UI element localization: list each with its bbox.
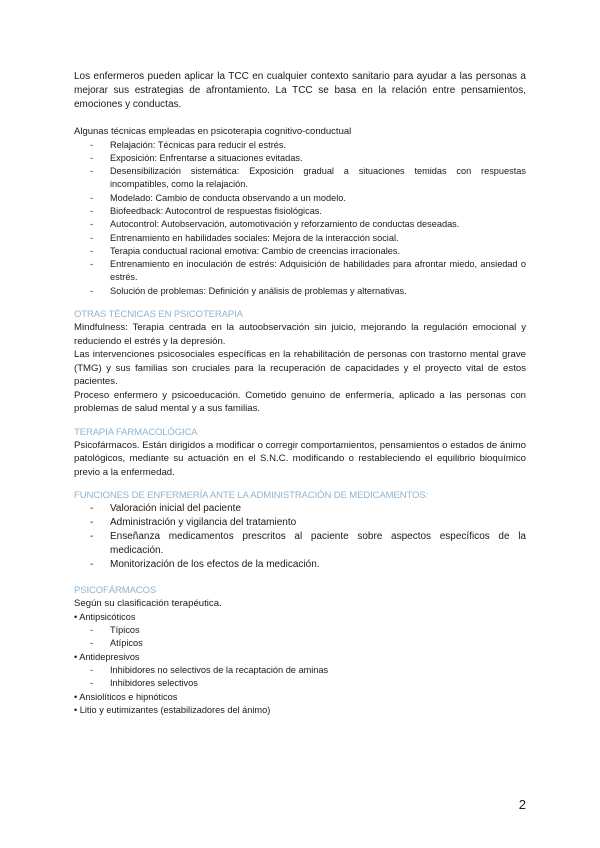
- list-item: - Desensibilización sistemática: Exposición gradual a situaciones temidas con respuestas incompatibles, como la relajación.: [74, 165, 526, 192]
- page-number: 2: [518, 797, 526, 812]
- section-heading-psicofarmacos: PSICOFÁRMACOS: [74, 585, 157, 597]
- list-item: [74, 611, 526, 651]
- clasificacion-list: [74, 611, 526, 718]
- group-label: • Litio y eutimizantes (estabilizadores del ánimo): [74, 705, 270, 715]
- list-item: [74, 704, 526, 717]
- list-item: [74, 691, 526, 704]
- clasificacion-subtitle: Según su clasificación terapéutica.: [74, 598, 222, 610]
- list-item: - Enseñanza medicamentos prescritos al paciente sobre aspectos específicos de la medicación.: [74, 530, 526, 558]
- psicofarmacos-paragraph: Psicofármacos. Están dirigidos a modificar o corregir comportamientos, pensamientos o estados de ánimo patológicos, mediante su actuación en el S.N.C. modificando o restableciendo el equilibrio bioquímico previo a la enfermedad.: [74, 439, 526, 478]
- section-heading-otras: OTRAS TÉCNICAS EN PSICOTERAPIA: [74, 309, 243, 321]
- list-item: - Inhibidores no selectivos de la recaptación de aminas: [74, 664, 526, 677]
- list-item: - Biofeedback: Autocontrol de respuestas fisiológicas.: [74, 205, 526, 218]
- list-item: - Inhibidores selectivos: [74, 677, 526, 690]
- list-item: - Modelado: Cambio de conducta observando a un modelo.: [74, 192, 526, 205]
- list-item: - Entrenamiento en habilidades sociales: Mejora de la interacción social.: [74, 232, 526, 245]
- group-label: • Ansiolíticos e hipnóticos: [74, 692, 177, 702]
- list-item: - Administración y vigilancia del tratamiento: [74, 516, 526, 530]
- group-label: • Antidepresivos: [74, 652, 140, 662]
- list-item: - Relajación: Técnicas para reducir el estrés.: [74, 139, 526, 152]
- list-item: - Exposición: Enfrentarse a situaciones evitadas.: [74, 152, 526, 165]
- document-page: [74, 70, 526, 717]
- funciones-list: [74, 502, 526, 572]
- list-item: - Entrenamiento en inoculación de estrés: Adquisición de habilidades para afrontar miedo, ansiedad o estrés.: [74, 258, 526, 285]
- list-item: - Típicos: [74, 624, 526, 637]
- list-item: [74, 651, 526, 691]
- list-item: - Terapia conductual racional emotiva: Cambio de creencias irracionales.: [74, 245, 526, 258]
- techniques-title: Algunas técnicas empleadas en psicoterapia cognitivo-conductual: [74, 126, 352, 137]
- list-item: - Solución de problemas: Definición y análisis de problemas y alternativas.: [74, 285, 526, 298]
- list-item: - Valoración inicial del paciente: [74, 502, 526, 516]
- list-item: - Atípicos: [74, 637, 526, 650]
- tmg-paragraph: Las intervenciones psicosociales específicas en la rehabilitación de personas con trastorno mental grave (TMG) y sus familias son cruciales para la recuperación de capacidades y el proyecto vital de estos pacientes.: [74, 349, 526, 388]
- intro-paragraph: Los enfermeros pueden aplicar la TCC en cualquier contexto sanitario para ayudar a las personas a mejorar sus estrategias de afrontamiento. La TCC se basa en la relación entre pensamientos, emociones y conductas.: [74, 71, 526, 110]
- list-item: - Autocontrol: Autobservación, automotivación y reforzamiento de conductas deseadas.: [74, 218, 526, 231]
- group-label: • Antipsicóticos: [74, 612, 135, 622]
- section-heading-farmacologica: TERAPIA FARMACOLÓGICA: [74, 426, 198, 438]
- section-heading-funciones: FUNCIONES DE ENFERMERÍA ANTE LA ADMINISTRACIÓN DE MEDICAMENTOS:: [74, 490, 429, 502]
- techniques-list: [74, 139, 526, 299]
- psicoeducacion-paragraph: Proceso enfermero y psicoeducación. Cometido genuino de enfermería, aplicado a las personas con problemas de salud mental y a sus familias.: [74, 389, 526, 415]
- mindfulness-paragraph: Mindfulness: Terapia centrada en la autoobservación sin juicio, mejorando la regulación emocional y reduciendo el estrés y la depresión.: [74, 322, 526, 347]
- list-item: - Monitorización de los efectos de la medicación.: [74, 558, 526, 572]
